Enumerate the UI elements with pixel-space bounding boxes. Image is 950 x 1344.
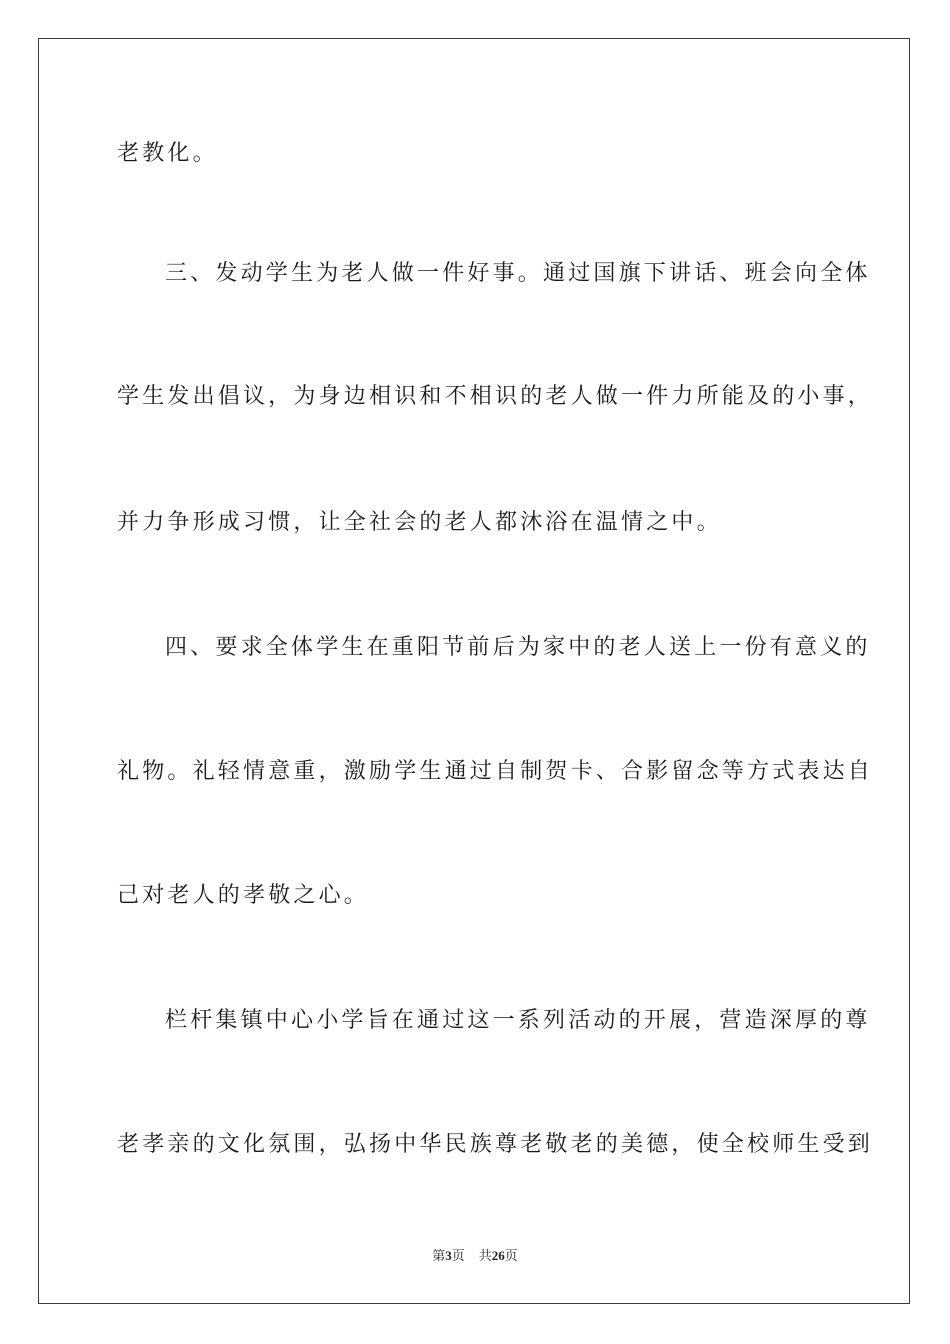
- page-prefix: 第: [432, 1248, 446, 1263]
- body-text-line: 并力争形成习惯，让全社会的老人都沐浴在温情之中。: [117, 510, 722, 535]
- page-suffix: 页: [451, 1248, 465, 1263]
- body-text-line: 老孝亲的文化氛围，弘扬中华民族尊老敬老的美德，使全校师生受到: [117, 1132, 874, 1157]
- page-border: [38, 38, 910, 1304]
- page-number: 3: [445, 1248, 452, 1263]
- body-text-line: 老教化。: [117, 141, 218, 166]
- page-footer: [0, 1247, 950, 1265]
- total-pages: 26: [491, 1248, 505, 1263]
- paragraph-3-first-line: 三、发动学生为老人做一件好事。通过国旗下讲话、班会向全体: [165, 261, 871, 286]
- body-text-line: 己对老人的孝敬之心。: [117, 883, 370, 908]
- paragraph-4-first-line: 四、要求全体学生在重阳节前后为家中的老人送上一份有意义的: [165, 635, 871, 660]
- total-prefix: 共: [478, 1248, 492, 1263]
- paragraph-5-first-line: 栏杆集镇中心小学旨在通过这一系列活动的开展，营造深厚的尊: [165, 1008, 871, 1033]
- total-suffix: 页: [504, 1248, 518, 1263]
- body-text-line: 礼物。礼轻情意重，激励学生通过自制贺卡、合影留念等方式表达自: [117, 759, 874, 784]
- body-text-line: 学生发出倡议，为身边相识和不相识的老人做一件力所能及的小事，: [117, 384, 874, 409]
